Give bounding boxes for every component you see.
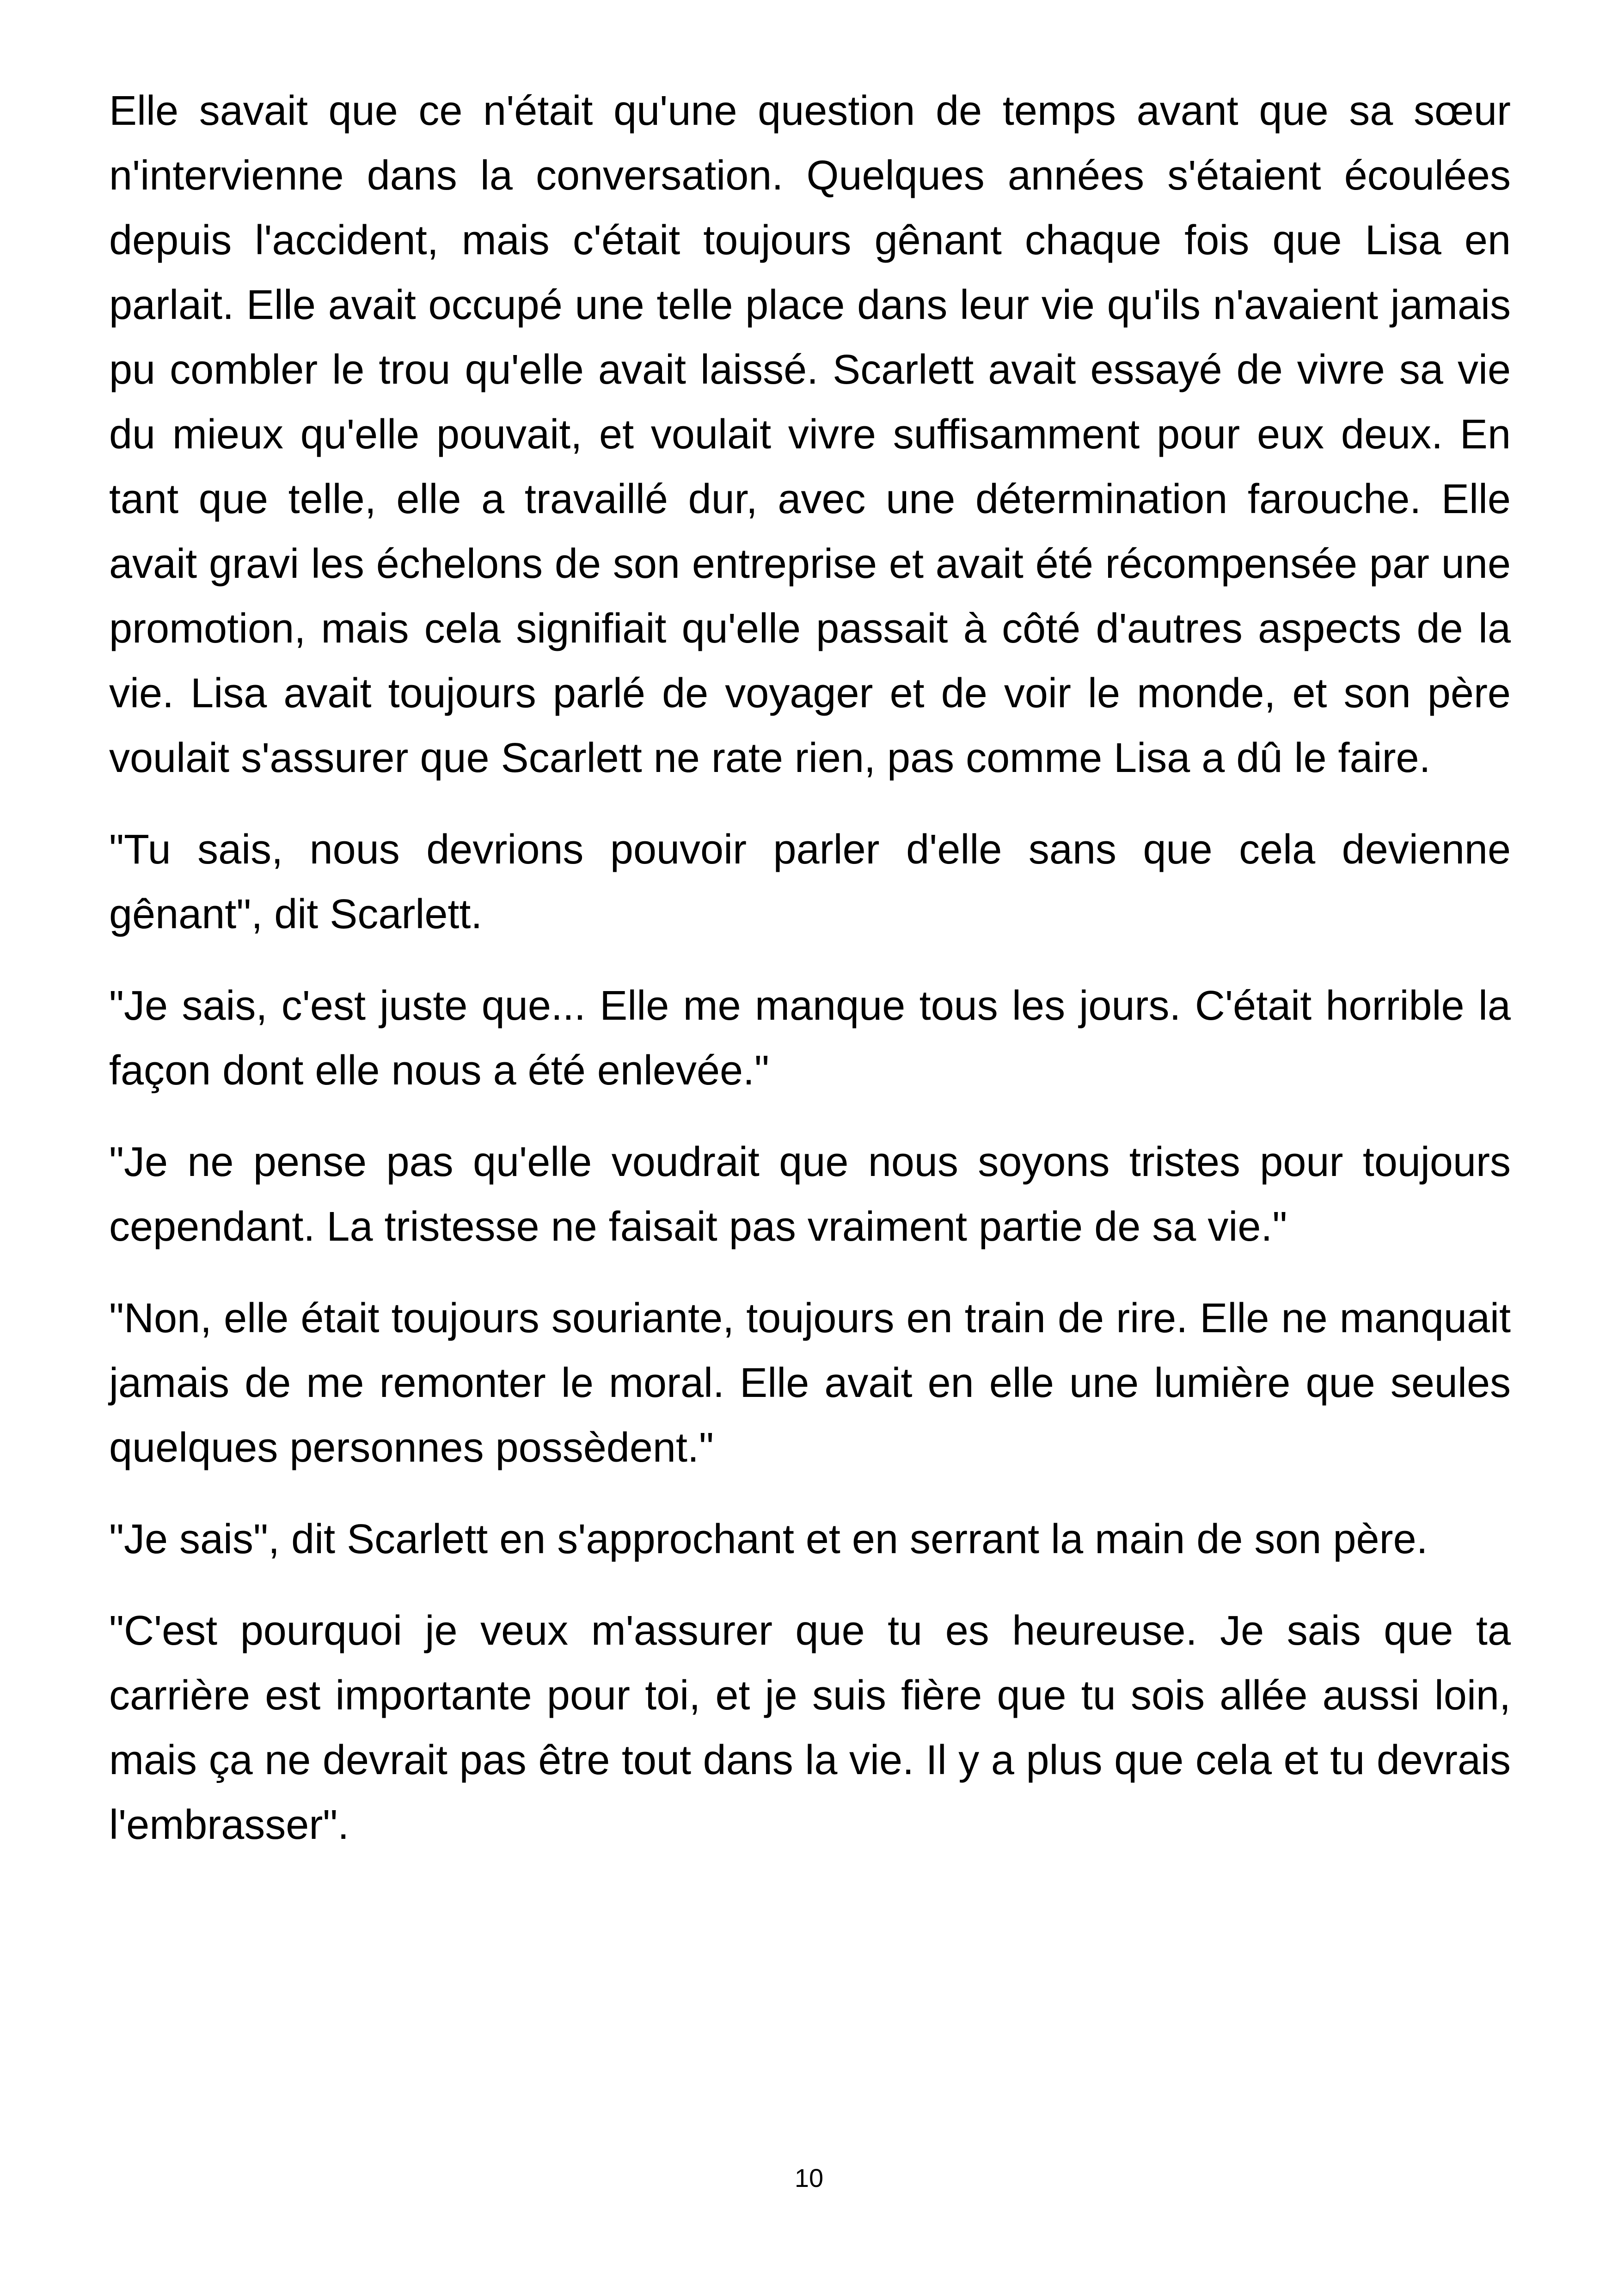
paragraph: "Non, elle était toujours souriante, toujours en train de rire. Elle ne manquait jamais de me remonter le moral. Elle avait en elle une lumière que seules quelques personnes possèdent." xyxy=(109,1295,1511,1471)
paragraph: "C'est pourquoi je veux m'assurer que tu es heureuse. Je sais que ta carrière est importante pour toi, et je suis fière que tu sois allée aussi loin, mais ça ne devrait pas être tout dans la vie. Il y a plus que cela et tu devrais l'embrasser". xyxy=(109,1608,1511,1848)
paragraph: "Je sais", dit Scarlett en s'approchant et en serrant la main de son père. xyxy=(109,1516,1428,1562)
page-number: 10 xyxy=(794,2163,824,2192)
paragraph: "Je ne pense pas qu'elle voudrait que nous soyons tristes pour toujours cependant. La tristesse ne faisait pas vraiment partie de sa vie." xyxy=(109,1139,1511,1250)
body-text xyxy=(109,79,1511,1884)
paragraph: "Je sais, c'est juste que... Elle me manque tous les jours. C'était horrible la façon dont elle nous a été enlevée." xyxy=(109,983,1511,1094)
paragraph: Elle savait que ce n'était qu'une question de temps avant que sa sœur n'intervienne dans la conversation. Quelques années s'étaient écoulées depuis l'accident, mais c'était toujours gênant chaque fois que Lisa en parlait. Elle avait occupé une telle place dans leur vie qu'ils n'avaient jamais pu combler le trou qu'elle avait laissé. Scarlett avait essayé de vivre sa vie du mieux qu'elle pouvait, et voulait vivre suffisamment pour eux deux. En tant que telle, elle a travaillé dur, avec une détermination farouche. Elle avait gravi les échelons de son entreprise et avait été récompensée par une promotion, mais cela signifiait qu'elle passait à côté d'autres aspects de la vie. Lisa avait toujours parlé de voyager et de voir le monde, et son père voulait s'assurer que Scarlett ne rate rien, pas comme Lisa a dû le faire. xyxy=(109,88,1511,781)
paragraph: "Tu sais, nous devrions pouvoir parler d'elle sans que cela devienne gênant", dit Scarlett. xyxy=(109,827,1511,937)
